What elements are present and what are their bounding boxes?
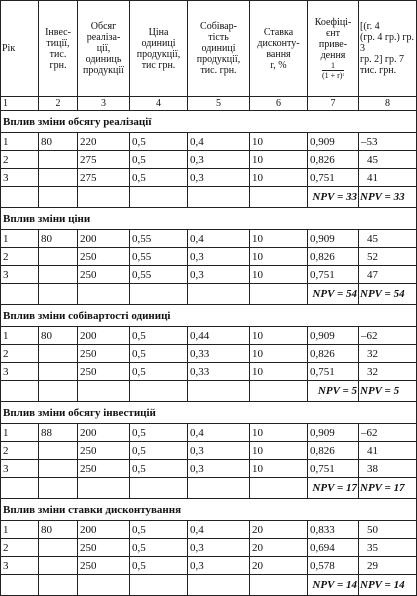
- section-title-row: [1, 208, 417, 230]
- cell-year: 2: [1, 248, 39, 266]
- column-number: 8: [359, 97, 417, 111]
- empty-cell: [39, 187, 78, 208]
- cell-volume: 200: [78, 521, 130, 539]
- table-row: [1, 133, 417, 151]
- cell-price: 0,5: [130, 363, 188, 381]
- cell-discounted-flow: 52: [359, 248, 417, 266]
- cell-unit-cost: 0,3: [188, 460, 250, 478]
- cell-rate: 10: [250, 133, 308, 151]
- cell-volume: 250: [78, 248, 130, 266]
- cell-coefficient: 0,826: [308, 151, 359, 169]
- header-unit-cost: Собівар- тість одиниці продукції, тис. грн.: [188, 1, 250, 97]
- header-discount-rate: Ставка дисконту- вання r, %: [250, 1, 308, 97]
- cell-price: 0,55: [130, 248, 188, 266]
- cell-year: 2: [1, 442, 39, 460]
- cell-year: 1: [1, 424, 39, 442]
- section-title: Вплив зміни обсягу реалізації: [1, 111, 417, 133]
- cell-coefficient: 0,909: [308, 133, 359, 151]
- cell-discounted-flow: –53: [359, 133, 417, 151]
- cell-rate: 10: [250, 442, 308, 460]
- cell-year: 1: [1, 133, 39, 151]
- npv-total: NPV = 33: [359, 187, 417, 208]
- cell-investment: 80: [39, 327, 78, 345]
- npv-total-row: [1, 575, 417, 596]
- cell-coefficient: 0,826: [308, 345, 359, 363]
- cell-investment: 80: [39, 133, 78, 151]
- cell-rate: 10: [250, 151, 308, 169]
- empty-cell: [250, 575, 308, 596]
- table-row: [1, 169, 417, 187]
- header-coef-title: Коефіці- єнт приве- дення: [314, 16, 352, 61]
- cell-coefficient: 0,751: [308, 266, 359, 284]
- empty-cell: [78, 575, 130, 596]
- header-unit-price: Ціна одиниці продукції, тис грн.: [130, 1, 188, 97]
- cell-discounted-flow: 41: [359, 169, 417, 187]
- cell-volume: 250: [78, 442, 130, 460]
- table-row: [1, 424, 417, 442]
- section-title: Вплив зміни ціни: [1, 208, 417, 230]
- cell-price: 0,5: [130, 442, 188, 460]
- discount-formula: [322, 61, 344, 80]
- empty-cell: [250, 187, 308, 208]
- cell-coefficient: 0,578: [308, 557, 359, 575]
- cell-volume: 275: [78, 151, 130, 169]
- cell-rate: 10: [250, 460, 308, 478]
- formula-numerator: 1: [322, 61, 344, 71]
- empty-cell: [39, 284, 78, 305]
- column-number: 2: [39, 97, 78, 111]
- cell-unit-cost: 0,3: [188, 169, 250, 187]
- cell-unit-cost: 0,3: [188, 539, 250, 557]
- cell-unit-cost: 0,3: [188, 557, 250, 575]
- cell-rate: 10: [250, 363, 308, 381]
- cell-discounted-flow: 29: [359, 557, 417, 575]
- cell-discounted-flow: 47: [359, 266, 417, 284]
- npv-total-row: [1, 381, 417, 402]
- cell-discounted-flow: 32: [359, 363, 417, 381]
- cell-year: 2: [1, 539, 39, 557]
- cell-investment: [39, 345, 78, 363]
- section-title: Вплив зміни собівартості одиниці: [1, 305, 417, 327]
- cell-volume: 200: [78, 327, 130, 345]
- empty-cell: [250, 381, 308, 402]
- column-number: 3: [78, 97, 130, 111]
- table-row: [1, 151, 417, 169]
- empty-cell: [130, 284, 188, 305]
- section-title-row: [1, 305, 417, 327]
- cell-investment: [39, 460, 78, 478]
- cell-investment: [39, 151, 78, 169]
- cell-coefficient: 0,751: [308, 363, 359, 381]
- npv-total-row: [1, 284, 417, 305]
- empty-cell: [1, 284, 39, 305]
- cell-price: 0,5: [130, 133, 188, 151]
- cell-volume: 200: [78, 230, 130, 248]
- cell-investment: 88: [39, 424, 78, 442]
- cell-price: 0,5: [130, 539, 188, 557]
- table-row: [1, 442, 417, 460]
- npv-total: NPV = 17: [359, 478, 417, 499]
- column-number: 5: [188, 97, 250, 111]
- cell-volume: 220: [78, 133, 130, 151]
- cell-unit-cost: 0,4: [188, 230, 250, 248]
- cell-investment: [39, 539, 78, 557]
- header-result: [(г. 4 (гр. 4 гр.) гр. 3 гр. 2] гр. 7 тис. грн.: [359, 1, 417, 97]
- table-row: [1, 557, 417, 575]
- cell-rate: 10: [250, 266, 308, 284]
- cell-coefficient: 0,826: [308, 442, 359, 460]
- cell-unit-cost: 0,4: [188, 521, 250, 539]
- cell-unit-cost: 0,3: [188, 442, 250, 460]
- cell-volume: 250: [78, 539, 130, 557]
- column-number: 7: [308, 97, 359, 111]
- cell-volume: 250: [78, 345, 130, 363]
- empty-cell: [130, 381, 188, 402]
- cell-discounted-flow: 38: [359, 460, 417, 478]
- empty-cell: [130, 575, 188, 596]
- table-row: [1, 327, 417, 345]
- cell-year: 1: [1, 521, 39, 539]
- cell-coefficient: 0,909: [308, 230, 359, 248]
- cell-volume: 250: [78, 266, 130, 284]
- header-year: Рік: [1, 1, 39, 97]
- cell-price: 0,5: [130, 327, 188, 345]
- empty-cell: [188, 187, 250, 208]
- npv-total-row: [1, 187, 417, 208]
- cell-rate: 10: [250, 248, 308, 266]
- cell-rate: 20: [250, 539, 308, 557]
- column-number-row: [1, 97, 417, 111]
- cell-investment: [39, 248, 78, 266]
- cell-rate: 20: [250, 521, 308, 539]
- cell-year: 2: [1, 151, 39, 169]
- cell-investment: [39, 266, 78, 284]
- table-row: [1, 539, 417, 557]
- cell-year: 3: [1, 460, 39, 478]
- table-row: [1, 521, 417, 539]
- cell-discounted-flow: 45: [359, 151, 417, 169]
- cell-price: 0,5: [130, 151, 188, 169]
- cell-discounted-flow: 35: [359, 539, 417, 557]
- empty-cell: [39, 381, 78, 402]
- cell-volume: 275: [78, 169, 130, 187]
- cell-discounted-flow: 32: [359, 345, 417, 363]
- cell-investment: [39, 557, 78, 575]
- section-title: Вплив зміни ставки дисконтування: [1, 499, 417, 521]
- cell-price: 0,5: [130, 424, 188, 442]
- cell-year: 1: [1, 230, 39, 248]
- cell-unit-cost: 0,4: [188, 424, 250, 442]
- section-title-row: [1, 499, 417, 521]
- cell-coefficient: 0,833: [308, 521, 359, 539]
- empty-cell: [78, 284, 130, 305]
- npv-value: NPV = 14: [308, 575, 359, 596]
- column-number: 1: [1, 97, 39, 111]
- cell-year: 2: [1, 345, 39, 363]
- cell-unit-cost: 0,3: [188, 151, 250, 169]
- cell-unit-cost: 0,33: [188, 345, 250, 363]
- empty-cell: [39, 575, 78, 596]
- empty-cell: [78, 381, 130, 402]
- cell-volume: 200: [78, 424, 130, 442]
- empty-cell: [1, 381, 39, 402]
- empty-cell: [130, 187, 188, 208]
- npv-value: NPV = 54: [308, 284, 359, 305]
- empty-cell: [130, 478, 188, 499]
- cell-unit-cost: 0,3: [188, 266, 250, 284]
- cell-price: 0,5: [130, 345, 188, 363]
- section-title-row: [1, 402, 417, 424]
- npv-value: NPV = 17: [308, 478, 359, 499]
- header-discount-coefficient: [308, 1, 359, 97]
- table-row: [1, 230, 417, 248]
- header-investments: Інвес- тиції, тис. грн.: [39, 1, 78, 97]
- cell-year: 3: [1, 266, 39, 284]
- cell-year: 3: [1, 169, 39, 187]
- cell-volume: 250: [78, 460, 130, 478]
- npv-total: NPV = 5: [359, 381, 417, 402]
- cell-coefficient: 0,909: [308, 424, 359, 442]
- empty-cell: [188, 478, 250, 499]
- cell-discounted-flow: 41: [359, 442, 417, 460]
- cell-investment: 80: [39, 230, 78, 248]
- cell-price: 0,5: [130, 169, 188, 187]
- cell-discounted-flow: 45: [359, 230, 417, 248]
- cell-investment: [39, 363, 78, 381]
- cell-year: 3: [1, 557, 39, 575]
- cell-price: 0,55: [130, 266, 188, 284]
- cell-rate: 10: [250, 230, 308, 248]
- cell-discounted-flow: –62: [359, 327, 417, 345]
- npv-total-row: [1, 478, 417, 499]
- npv-value: NPV = 33: [308, 187, 359, 208]
- column-number: 6: [250, 97, 308, 111]
- cell-rate: 20: [250, 557, 308, 575]
- empty-cell: [188, 284, 250, 305]
- cell-volume: 250: [78, 557, 130, 575]
- section-title: Вплив зміни обсягу інвестицій: [1, 402, 417, 424]
- cell-investment: [39, 442, 78, 460]
- cell-coefficient: 0,909: [308, 327, 359, 345]
- empty-cell: [188, 381, 250, 402]
- table-row: [1, 363, 417, 381]
- cell-discounted-flow: 50: [359, 521, 417, 539]
- cell-rate: 10: [250, 169, 308, 187]
- empty-cell: [1, 478, 39, 499]
- empty-cell: [250, 284, 308, 305]
- cell-price: 0,5: [130, 460, 188, 478]
- cell-coefficient: 0,751: [308, 460, 359, 478]
- table-row: [1, 248, 417, 266]
- table-row: [1, 460, 417, 478]
- cell-year: 3: [1, 363, 39, 381]
- section-title-row: [1, 111, 417, 133]
- cell-unit-cost: 0,44: [188, 327, 250, 345]
- empty-cell: [78, 478, 130, 499]
- cell-investment: [39, 169, 78, 187]
- table-row: [1, 266, 417, 284]
- cell-rate: 10: [250, 345, 308, 363]
- table-row: [1, 345, 417, 363]
- cell-unit-cost: 0,3: [188, 248, 250, 266]
- cell-volume: 250: [78, 363, 130, 381]
- npv-total: NPV = 14: [359, 575, 417, 596]
- formula-denominator: (1 + r)ᵗ: [321, 70, 345, 80]
- npv-value: NPV = 5: [308, 381, 359, 402]
- cell-rate: 10: [250, 424, 308, 442]
- empty-cell: [78, 187, 130, 208]
- empty-cell: [39, 478, 78, 499]
- cell-unit-cost: 0,4: [188, 133, 250, 151]
- cell-coefficient: 0,826: [308, 248, 359, 266]
- header-row: [1, 1, 417, 97]
- cell-investment: 80: [39, 521, 78, 539]
- empty-cell: [1, 575, 39, 596]
- cell-year: 1: [1, 327, 39, 345]
- column-number: 4: [130, 97, 188, 111]
- empty-cell: [188, 575, 250, 596]
- cell-discounted-flow: –62: [359, 424, 417, 442]
- cell-coefficient: 0,694: [308, 539, 359, 557]
- cell-rate: 10: [250, 327, 308, 345]
- empty-cell: [1, 187, 39, 208]
- cell-price: 0,55: [130, 230, 188, 248]
- cell-price: 0,5: [130, 521, 188, 539]
- npv-total: NPV = 54: [359, 284, 417, 305]
- cell-coefficient: 0,751: [308, 169, 359, 187]
- cell-unit-cost: 0,33: [188, 363, 250, 381]
- header-sales-volume: Обсяг реаліза- ції, одиниць продукції: [78, 1, 130, 97]
- cell-price: 0,5: [130, 557, 188, 575]
- empty-cell: [250, 478, 308, 499]
